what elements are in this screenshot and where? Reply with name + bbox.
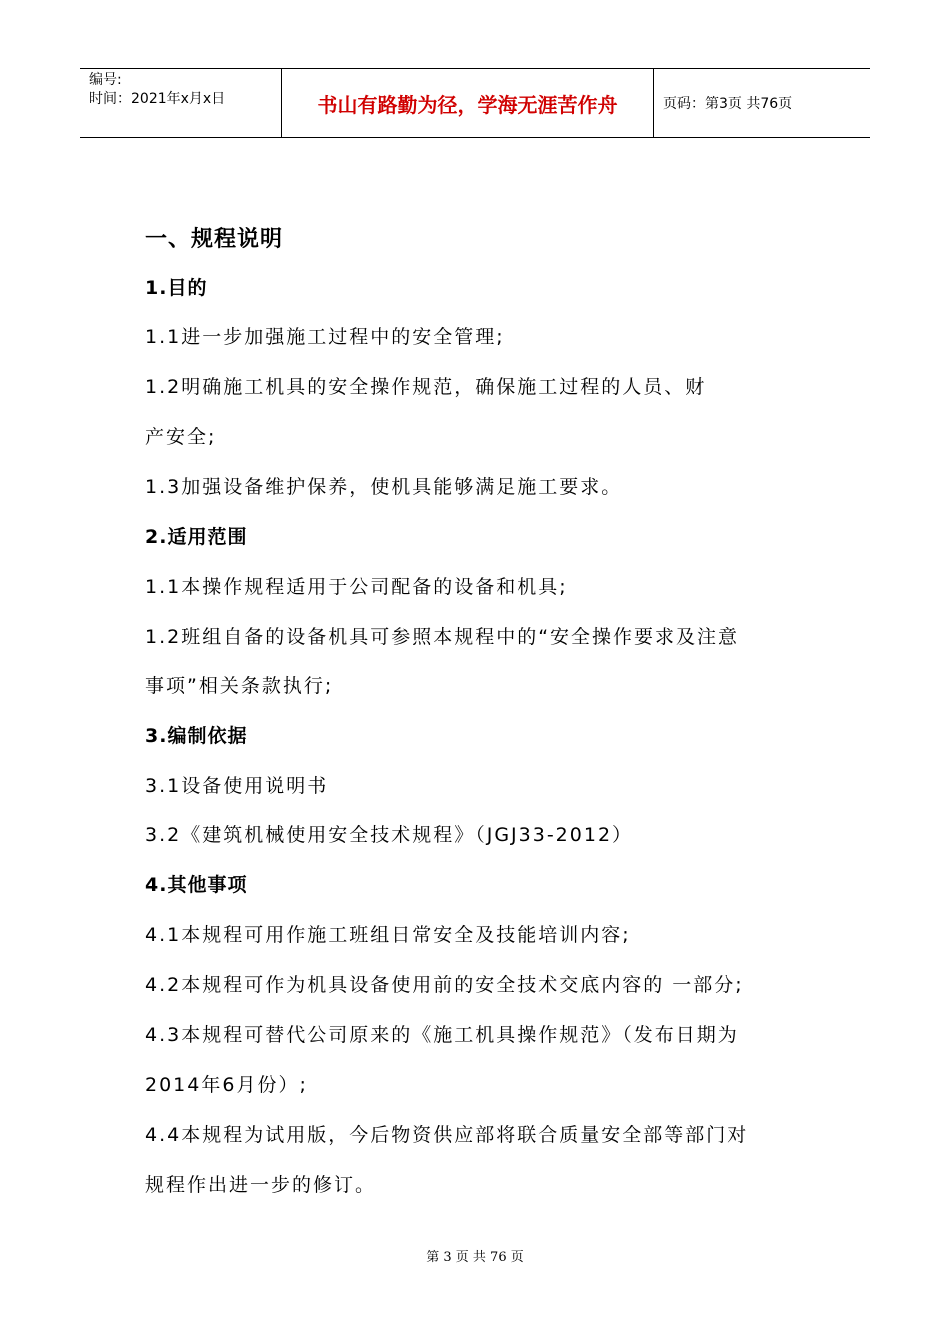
paragraph-2-2: 1.2班组自备的设备机具可参照本规程中的“安全操作要求及注意 — [145, 626, 740, 648]
paragraph-1-2-cont: 产安全; — [145, 426, 217, 448]
paragraph-4-3: 4.3本规程可替代公司原来的《施工机具操作规范》（发布日期为 — [145, 1024, 739, 1046]
page-header — [80, 68, 870, 138]
paragraph-4-4-cont: 规程作出进一步的修订。 — [145, 1174, 377, 1196]
paragraph-3-2: 3.2《建筑机械使用安全技术规程》（JGJ33-2012） — [145, 824, 634, 846]
paragraph-4-1: 4.1本规程可用作施工班组日常安全及技能培训内容; — [145, 924, 631, 946]
paragraph-2-1: 1.1本操作规程适用于公司配备的设备和机具; — [145, 576, 568, 598]
paragraph-3-1: 3.1设备使用说明书 — [145, 775, 329, 797]
paragraph-2-2-cont: 事项”相关条款执行; — [145, 675, 334, 697]
paragraph-4-2: 4.2本规程可作为机具设备使用前的安全技术交底内容的 一部分; — [145, 974, 744, 996]
paragraph-4-4: 4.4本规程为试用版，今后物资供应部将联合质量安全部等部门对 — [145, 1124, 749, 1146]
heading-basis: 3.编制依据 — [145, 725, 248, 747]
paragraph-1-3: 1.3加强设备维护保养，使机具能够满足施工要求。 — [145, 476, 623, 498]
section-title: 一、规程说明 — [145, 227, 284, 252]
paragraph-1-2: 1.2明确施工机具的安全操作规范，确保施工过程的人员、财 — [145, 376, 707, 398]
document-number-label: 编号: — [89, 72, 122, 88]
page-footer: 第 3 页 共 76 页 — [426, 1250, 524, 1265]
header-motto: 书山有路勤为径，学海无涯苦作舟 — [281, 69, 654, 137]
header-page-label: 页码：第3页 共76页 — [663, 96, 793, 112]
paragraph-1-1: 1.1进一步加强施工过程中的安全管理; — [145, 326, 505, 348]
paragraph-4-3-cont: 2014年6月份）; — [145, 1074, 308, 1096]
heading-other: 4.其他事项 — [145, 874, 248, 896]
heading-scope: 2.适用范围 — [145, 526, 248, 548]
header-left-cell — [80, 69, 281, 137]
heading-purpose: 1.目的 — [145, 277, 208, 299]
document-time-label: 时间：2021年x月x日 — [89, 91, 226, 107]
